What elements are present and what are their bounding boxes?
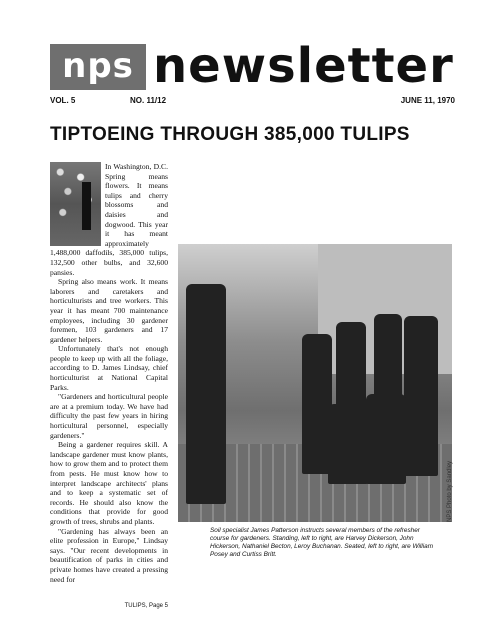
photo-caption: Soil specialist James Patterson instructs several members of the refresher course for gardeners. Standing, left to right, are Harvey Dickerson, John Hickerson, Nathaniel Becton, Leroy Buchanan. Seated, left to right, are William Posey and Curtiss Britt. (210, 527, 434, 558)
newsletter-title: newsletter (153, 38, 454, 94)
article-paragraph: Being a gardener requires skill. A landscape gardener must know plants, how to grow them and to protect them from pests. He must know how to interpret landscape architects' plans and to keep a systematic set of records. He should also know the conditions that provide for good growth of trees, shrubs and plants. (50, 440, 168, 526)
article-headline: TIPTOEING THROUGH 385,000 TULIPS (50, 124, 410, 145)
tulip-photo (50, 162, 101, 246)
article-paragraph: "Gardening has always been an elite profession in Europe," Lindsay says. "Our recent developments in beautification of parks in cities and private homes have created a pressing need for (50, 526, 168, 584)
article-paragraph: Unfortunately that's not enough people to keep up with all the foliage, according to D. James Lindsay, chief horticulturist at National Capital Parks. (50, 344, 168, 392)
volume-label: VOL. 5 (50, 96, 76, 105)
continued-jump: TULIPS, Page 5 (124, 603, 168, 609)
standing-man (186, 284, 226, 504)
photo-credit: NPS Photo by Sandley (447, 460, 453, 522)
seated-man (366, 394, 406, 484)
gardeners-photo (178, 244, 452, 522)
seated-man (328, 404, 368, 484)
article-paragraph: In Washington, D.C. Spring means flowers. It means tulips and cherry blossoms and daisies and dogwood. This year it has meant approximately 1,488,000 daffodils, 385,000 tulips, 132,500 other bulbs, and 32,600 pansies. (50, 162, 168, 277)
standing-man (404, 316, 438, 476)
issue-info (50, 96, 455, 110)
nps-logo: nps (50, 44, 146, 90)
article-paragraph: Spring also means work. It means laborers and caretakers and horticulturists and tree workers. This year it has meant 700 maintenance employees, including 30 gardener foremen, 103 gardeners and 17 gardener helpers. (50, 277, 168, 344)
masthead (50, 38, 455, 94)
issue-date: JUNE 11, 1970 (400, 96, 455, 105)
article-paragraph: "Gardeners and horticultural people are at a premium today. We have had difficulty the past few years in hiring horticultural personnel, especially gardeners." (50, 392, 168, 440)
article-column (50, 162, 168, 614)
issue-number: NO. 11/12 (130, 96, 167, 105)
